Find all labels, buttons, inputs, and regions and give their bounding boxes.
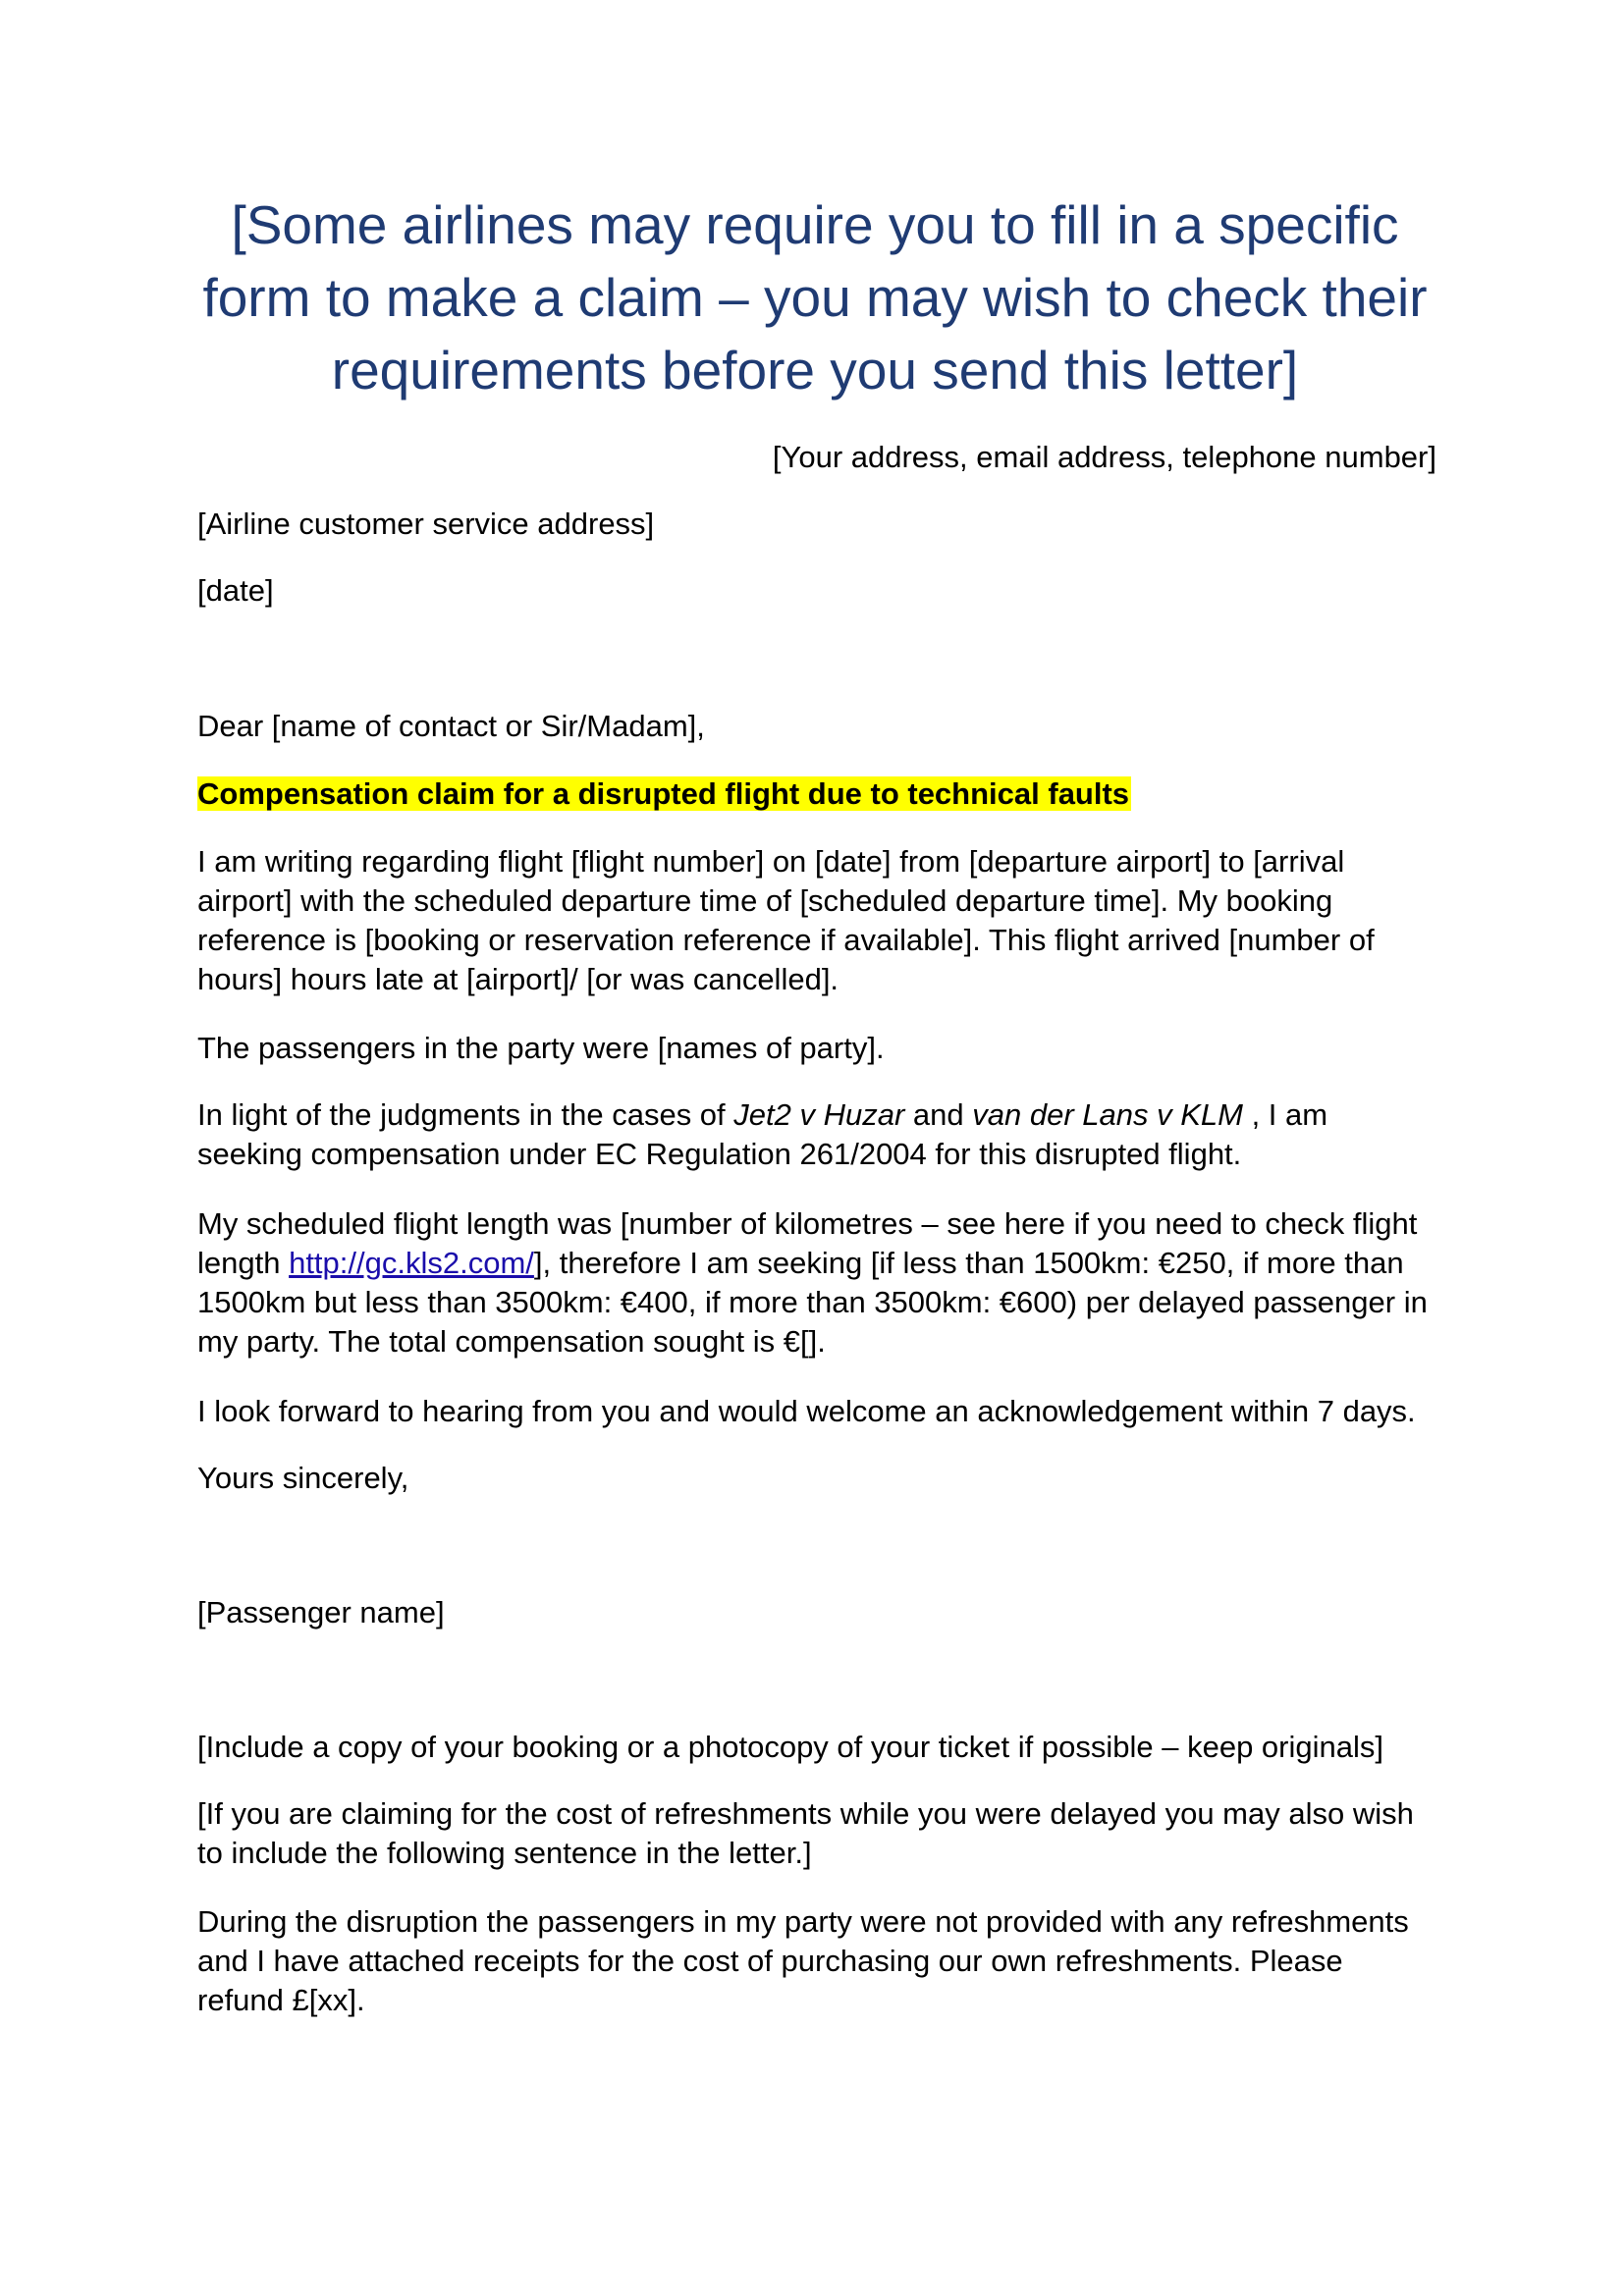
length-prefix: My scheduled flight length was [number of kilometres – see here if you need to check flight length (197, 1206, 1418, 1280)
case-jet2-huzar: Jet2 v Huzar (733, 1097, 905, 1132)
sender-details: [Your address, email address, telephone number] (772, 440, 1436, 474)
cases-suffix: , I am seeking compensation under EC Regulation 261/2004 for this disrupted flight. (197, 1097, 1328, 1171)
cases-middle: and (904, 1097, 973, 1132)
include-note: [Include a copy of your booking or a photocopy of your ticket if possible – keep originals] (197, 1730, 1383, 1764)
passengers-paragraph: The passengers in the party were [names of party]. (197, 1031, 885, 1065)
salutation: Dear [name of contact or Sir/Madam], (197, 709, 705, 743)
closing-paragraph: I look forward to hearing from you and would welcome an acknowledgement within 7 days. (197, 1394, 1416, 1428)
refreshments-paragraph: During the disruption the passengers in my party were not provided with any refreshments and I have attached receipts for the cost of purchasing our own refreshments. Please refund £[xx]. (197, 1904, 1409, 2017)
refreshments-note: [If you are claiming for the cost of refreshments while you were delayed you may also wish to include the following sentence in the letter.] (197, 1796, 1414, 1870)
length-suffix: ], therefore I am seeking [if less than 1500km: €250, if more than 1500km but less than 3500km: €400, if more than 3500km: €600) per delayed passenger in my party. The total compensation sought is €[]. (197, 1246, 1428, 1359)
cases-paragraph (197, 1095, 1436, 1174)
flight-length-paragraph (197, 1204, 1436, 1362)
instruction-title: [Some airlines may require you to fill in a specific form to make a claim – you may wish to check their requirements before you send this letter] (202, 194, 1428, 400)
sign-off: Yours sincerely, (197, 1461, 409, 1495)
recipient-address: [Airline customer service address] (197, 507, 655, 541)
distance-calculator-link[interactable]: http://gc.kls2.com/ (289, 1246, 534, 1280)
case-van-der-lans-klm: van der Lans v KLM (972, 1097, 1243, 1132)
subject-highlight: Compensation claim for a disrupted flight due to technical faults (197, 776, 1130, 811)
passenger-name: [Passenger name] (197, 1595, 445, 1629)
subject-line (197, 774, 1436, 814)
flight-details-paragraph: I am writing regarding flight [flight number] on [date] from [departure airport] to [arrival airport] with the scheduled departure time of [scheduled departure time]. My booking reference is [booking or reservation reference if available]. This flight arrived [number of hours] hours late at [airport]/ [or was cancelled]. (197, 844, 1375, 996)
letter-date: [date] (197, 573, 274, 608)
cases-prefix: In light of the judgments in the cases of (197, 1097, 734, 1132)
